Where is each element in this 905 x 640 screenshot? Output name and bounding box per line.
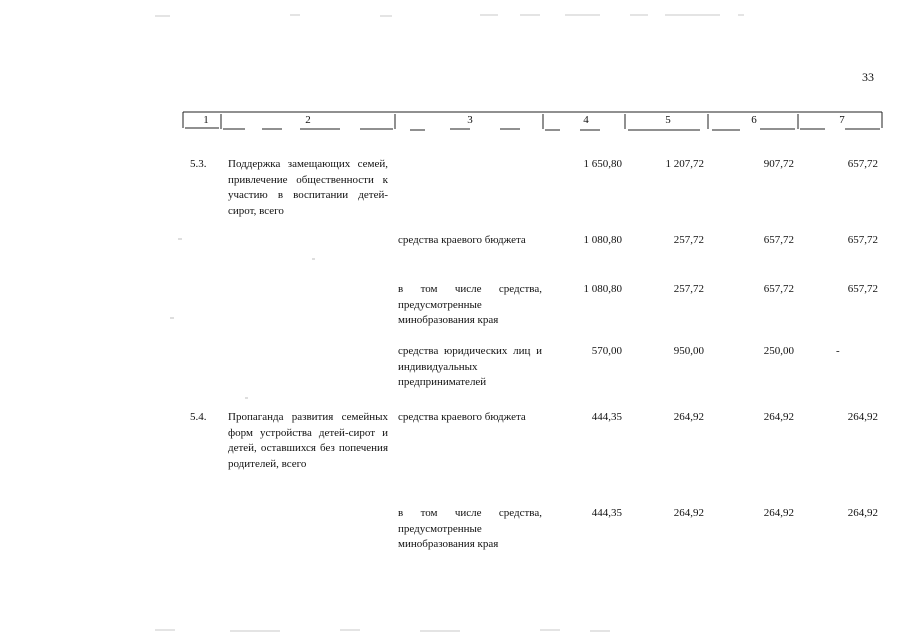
row-value-6: 657,72 <box>763 234 794 246</box>
header-col-5: 5 <box>665 114 671 126</box>
header-col-7: 7 <box>839 114 845 126</box>
row-name: Пропаганда развития семейных форм устройства детей-сирот и детей, оставшихся без попечения родителей, всего <box>228 411 388 470</box>
header-col-6: 6 <box>751 114 757 126</box>
row-value-6: 250,00 <box>763 345 794 357</box>
row-value-7: - <box>836 345 840 357</box>
row-value-7: 264,92 <box>847 507 878 519</box>
row-value-6: 264,92 <box>763 411 794 423</box>
row-value-6: 264,92 <box>763 507 794 519</box>
row-source: средства юридических лиц и индивидуальных предпринимателей <box>398 345 542 388</box>
row-value-7: 657,72 <box>847 158 878 170</box>
row-value-5: 1 207,72 <box>665 158 704 170</box>
row-value-4: 444,35 <box>591 411 622 423</box>
row-value-4: 1 080,80 <box>583 234 622 246</box>
row-value-6: 907,72 <box>763 158 794 170</box>
header-col-1: 1 <box>203 114 209 126</box>
header-col-3: 3 <box>467 114 473 126</box>
row-value-5: 257,72 <box>673 234 704 246</box>
row-value-7: 657,72 <box>847 234 878 246</box>
row-value-4: 570,00 <box>591 345 622 357</box>
row-value-4: 444,35 <box>591 507 622 519</box>
row-value-5: 264,92 <box>673 411 704 423</box>
row-source: в том числе средства, предусмотренные минобразования края <box>398 507 542 550</box>
header-col-4: 4 <box>583 114 589 126</box>
row-value-5: 257,72 <box>673 283 704 295</box>
row-name: Поддержка замещающих семей, привлечение общественности к участию в воспитании детей-сирот, всего <box>228 158 388 217</box>
row-number: 5.3. <box>190 158 207 170</box>
row-source: в том числе средства, предусмотренные минобразования края <box>398 283 542 326</box>
row-value-4: 1 080,80 <box>583 283 622 295</box>
row-value-5: 950,00 <box>673 345 704 357</box>
row-value-5: 264,92 <box>673 507 704 519</box>
row-source: средства краевого бюджета <box>398 234 526 246</box>
row-source: средства краевого бюджета <box>398 411 526 423</box>
row-value-7: 657,72 <box>847 283 878 295</box>
page-number: 33 <box>862 70 874 84</box>
header-col-2: 2 <box>305 114 311 126</box>
row-number: 5.4. <box>190 411 207 423</box>
row-value-6: 657,72 <box>763 283 794 295</box>
row-value-7: 264,92 <box>847 411 878 423</box>
row-value-4: 1 650,80 <box>583 158 622 170</box>
